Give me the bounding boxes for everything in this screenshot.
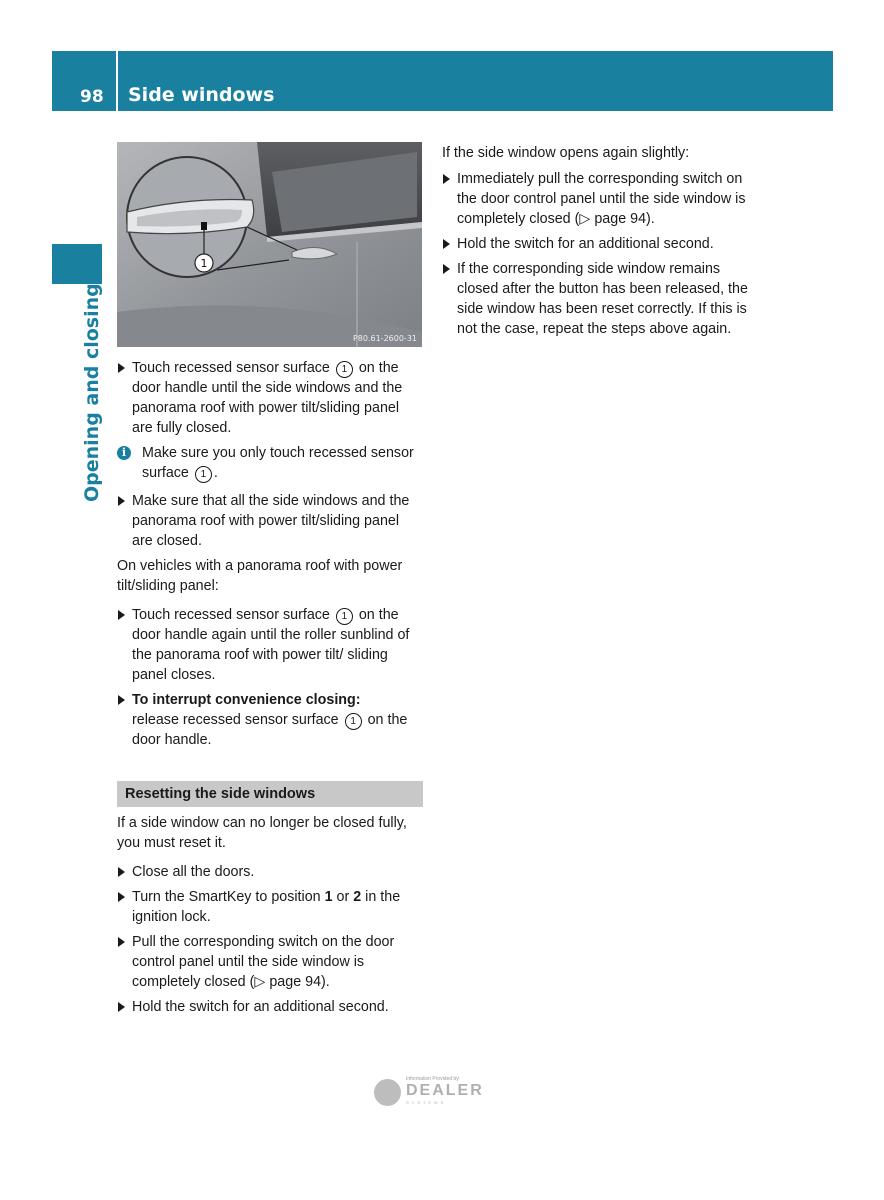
instruction-hold-switch: Hold the switch for an additional second.	[117, 997, 423, 1017]
right-column	[442, 143, 750, 344]
instruction-verify-reset: If the corresponding side window remains closed after the button has been released, the side window has been reset correctly. If this is not the case, repeat the steps above again.	[442, 259, 750, 339]
arrow-bullet-icon	[118, 695, 125, 705]
chapter-label: Opening and closing	[81, 283, 103, 502]
page-header	[52, 51, 833, 111]
arrow-bullet-icon	[443, 239, 450, 249]
info-note: i Make sure you only touch recessed sensor surface 1 .	[117, 443, 423, 483]
door-handle-sensor-illustration-icon	[117, 142, 422, 347]
logo-emblem-icon	[374, 1079, 401, 1106]
arrow-bullet-icon	[118, 937, 125, 947]
header-divider	[116, 51, 118, 111]
callout-1-icon: 1	[195, 466, 212, 483]
instruction-check-closed: Make sure that all the side windows and the panorama roof with power tilt/sliding panel are closed.	[117, 491, 423, 551]
section-heading: Resetting the side windows	[117, 781, 423, 807]
reset-intro-paragraph: If a side window can no longer be closed fully, you must reset it.	[117, 815, 407, 851]
callout-1-icon: 1	[336, 361, 353, 378]
instruction-touch-sensor: Touch recessed sensor surface 1 on the door handle until the side windows and the panorama roof with power tilt/sliding panel are fully closed.	[117, 358, 423, 438]
figure-code: P80.61-2600-31	[352, 334, 417, 343]
info-icon: i	[117, 446, 131, 460]
arrow-bullet-icon	[443, 264, 450, 274]
instruction-sunblind: Touch recessed sensor surface 1 on the door handle again until the roller sunblind of the panorama roof with power tilt/ sliding panel closes.	[117, 605, 423, 685]
instruction-smartkey: Turn the SmartKey to position 1 or 2 in the ignition lock.	[117, 887, 423, 927]
instruction-pull-switch: Pull the corresponding switch on the door control panel until the side window is completely closed (▷ page 94).	[117, 932, 423, 992]
instruction-pull-again: Immediately pull the corresponding switch on the door control panel until the side window is completely closed (▷ page 94).	[442, 169, 750, 229]
arrow-bullet-icon	[118, 610, 125, 620]
instruction-hold-again: Hold the switch for an additional second.	[442, 234, 750, 254]
instruction-close-doors: Close all the doors.	[117, 862, 423, 882]
panorama-roof-paragraph: On vehicles with a panorama roof with power tilt/sliding panel:	[117, 558, 403, 594]
reopen-paragraph: If the side window opens again slightly:	[442, 145, 690, 161]
instruction-interrupt: To interrupt convenience closing: release recessed sensor surface 1 on the door handle.	[117, 690, 423, 750]
arrow-bullet-icon	[443, 174, 450, 184]
arrow-bullet-icon	[118, 892, 125, 902]
callout-1-icon: 1	[336, 608, 353, 625]
page-title: Side windows	[128, 84, 275, 106]
arrow-bullet-icon	[118, 496, 125, 506]
arrow-bullet-icon	[118, 867, 125, 877]
arrow-bullet-icon	[118, 1002, 125, 1012]
left-column	[117, 358, 423, 1022]
page-number: 98	[80, 87, 104, 107]
figure-callout: 1	[200, 257, 208, 270]
watermark-logo: Information Provided by: DEALER SYSTEMS	[372, 1073, 507, 1113]
chapter-tab	[52, 244, 102, 284]
arrow-bullet-icon	[118, 363, 125, 373]
door-handle-figure	[117, 142, 422, 347]
callout-1-icon: 1	[345, 713, 362, 730]
